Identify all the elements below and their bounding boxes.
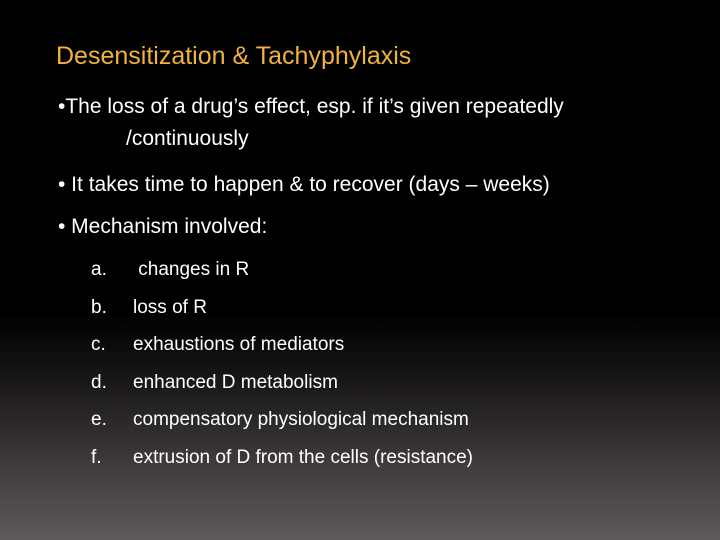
list-marker: a. <box>91 259 107 280</box>
list-marker: b. <box>91 296 107 318</box>
bullet-drug-effect-loss <box>58 91 564 155</box>
list-marker: d. <box>91 371 107 393</box>
list-item-text: changes in R <box>133 259 250 280</box>
list-item <box>91 252 473 290</box>
list-item <box>91 290 473 328</box>
list-item-text: loss of R <box>133 296 207 318</box>
list-marker: c. <box>91 334 106 355</box>
list-item-text: exhaustions of mediators <box>133 334 345 355</box>
slide-title: Desensitization & Tachyphylaxis <box>56 42 412 70</box>
bullet-line: • Mechanism involved: <box>58 215 268 238</box>
list-item-text: enhanced D metabolism <box>133 371 338 393</box>
bullet-time-to-happen <box>58 169 550 201</box>
list-item <box>91 327 473 365</box>
bullet-mechanism <box>58 211 267 243</box>
list-item <box>91 365 473 403</box>
bullet-line: •The loss of a drug’s effect, esp. if it’s given repeatedly <box>58 95 564 118</box>
list-item <box>91 440 473 478</box>
list-item-text: compensatory physiological mechanism <box>133 409 469 430</box>
list-item <box>91 402 473 440</box>
list-marker: f. <box>91 446 102 468</box>
bullet-continuation: /continuously <box>126 127 249 150</box>
list-marker: e. <box>91 409 107 430</box>
bullet-line: • It takes time to happen & to recover (days – weeks) <box>58 173 550 196</box>
list-item-text: extrusion of D from the cells (resistance) <box>133 446 474 468</box>
mechanism-list <box>91 252 473 477</box>
